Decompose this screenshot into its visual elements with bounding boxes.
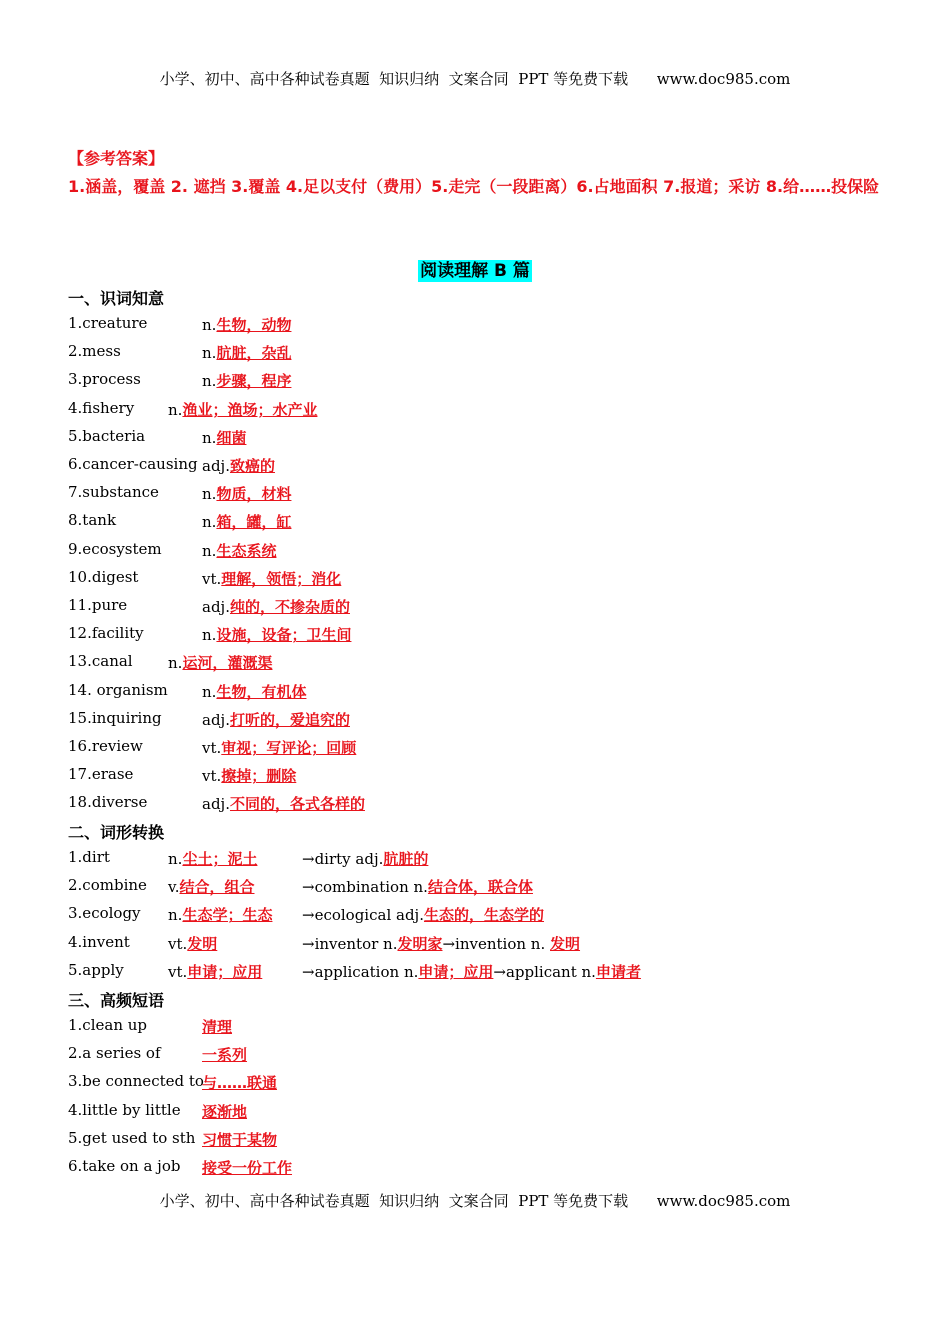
vocab-word: 6.cancer-causing: [68, 455, 198, 473]
vocab-meaning: 理解，领悟；消化: [221, 569, 342, 588]
part3-heading: 三、高频短语: [68, 991, 165, 1010]
vocab-meaning: 肮脏，杂乱: [216, 344, 292, 363]
vocab-pos: n.: [168, 400, 183, 419]
vocab-meaning: 细菌: [216, 428, 247, 447]
part1-heading: 一、识词知意: [68, 289, 165, 308]
derived-forms: [302, 904, 544, 925]
vocab-meaning: 运河，灌溉渠: [182, 654, 273, 673]
derived-word-1: →dirty adj.: [302, 850, 384, 868]
vocab-pos-meaning: [168, 399, 317, 420]
page-header: 小学、初中、高中各种试卷真题 知识归纳 文案合同 PPT 等免费下载 www.doc985.com: [159, 70, 791, 88]
vocab-pos: n.: [202, 344, 217, 363]
section-title: 阅读理解 B 篇: [420, 261, 530, 281]
base-pos: vt.: [168, 934, 188, 953]
derived-meaning-2: 申请者: [595, 962, 641, 981]
vocab-meaning: 致癌的: [229, 457, 275, 475]
vocab-pos-meaning: [202, 568, 341, 589]
vocab-meaning: 擦掉；删除: [221, 767, 297, 786]
base-pos: v.: [168, 878, 180, 897]
vocab-pos-meaning: [202, 681, 306, 702]
derived-meaning-1: 生态的，生态学的: [423, 906, 544, 925]
vocab-word: 1.creature: [68, 314, 148, 332]
vocab-meaning: 物质，材料: [216, 485, 292, 504]
vocab-meaning: 生物，有机体: [216, 682, 307, 701]
vocab-pos: adj.: [202, 710, 230, 729]
vocab-pos: adj.: [202, 457, 230, 475]
base-meaning: 生态学；生态: [182, 906, 273, 925]
vocab-word: 2.mess: [68, 342, 121, 361]
derived-word-1: →combination n.: [302, 878, 428, 897]
phrase-meaning: 逐渐地: [202, 1102, 248, 1121]
derived-word-1: →application n.: [302, 962, 419, 981]
vocab-pos-meaning: [202, 370, 291, 391]
vocab-pos: vt.: [202, 739, 222, 757]
base-word: 4.invent: [68, 932, 130, 951]
derived-meaning-1: 结合体，联合体: [427, 878, 533, 897]
derived-word-1: →inventor n.: [302, 934, 398, 953]
derived-meaning-2: 发明: [550, 934, 581, 953]
vocab-pos-meaning: [202, 314, 291, 335]
vocab-word: 13.canal: [68, 652, 133, 671]
vocab-meaning: 设施，设备；卫生间: [216, 626, 352, 645]
phrase-meaning: 与……联通: [202, 1074, 278, 1093]
vocab-pos: n.: [202, 372, 217, 391]
vocab-word: 10.digest: [68, 567, 139, 586]
base-pos: vt.: [168, 962, 188, 981]
vocab-meaning: 打听的，爱追究的: [229, 710, 350, 729]
vocab-pos-meaning: [202, 596, 350, 617]
phrase-text: 5.get used to sth: [68, 1128, 196, 1147]
base-pos-meaning: [168, 876, 254, 897]
vocab-pos: n.: [202, 513, 217, 532]
base-pos-meaning: [168, 933, 217, 954]
vocab-pos: vt.: [202, 569, 222, 588]
vocab-word: 3.process: [68, 370, 141, 389]
vocab-pos: n.: [168, 654, 183, 673]
vocab-pos-meaning: [202, 511, 291, 532]
derived-forms: [302, 961, 641, 982]
phrase-meaning: 接受一份工作: [202, 1159, 293, 1177]
vocab-pos-meaning: [202, 709, 350, 730]
base-pos-meaning: [168, 848, 257, 869]
vocab-meaning: 步骤，程序: [216, 372, 292, 391]
vocab-word: 15.inquiring: [68, 708, 162, 727]
base-pos: n.: [168, 850, 183, 868]
vocab-pos: adj.: [202, 795, 230, 814]
base-pos-meaning: [168, 904, 272, 925]
base-word: 5.apply: [68, 960, 124, 979]
derived-word-2: →applicant n.: [493, 962, 596, 981]
base-meaning: 尘土；泥土: [182, 850, 258, 868]
vocab-meaning: 审视；写评论；回顾: [221, 739, 357, 757]
base-word: 3.ecology: [68, 904, 141, 923]
vocab-pos-meaning: [202, 342, 291, 363]
derived-word-1: →ecological adj.: [302, 906, 424, 925]
vocab-meaning: 生物，动物: [216, 316, 292, 334]
vocab-pos-meaning: [202, 483, 291, 504]
vocab-pos: n.: [202, 485, 217, 504]
base-word: 1.dirt: [68, 848, 110, 866]
derived-meaning-1: 肮脏的: [383, 850, 429, 868]
derived-forms: [302, 933, 580, 954]
base-meaning: 结合，组合: [179, 878, 255, 897]
vocab-pos-meaning: [202, 624, 351, 645]
vocab-pos-meaning: [202, 455, 275, 476]
vocab-pos-meaning: [202, 765, 296, 786]
vocab-word: 18.diverse: [68, 793, 148, 812]
vocab-word: 4.fishery: [68, 398, 135, 417]
vocab-meaning: 箱，罐，缸: [216, 513, 292, 532]
phrase-text: 2.a series of: [68, 1044, 161, 1063]
vocab-pos: n.: [202, 682, 217, 701]
derived-forms: [302, 848, 428, 869]
derived-forms: [302, 876, 533, 897]
phrase-text: 1.clean up: [68, 1016, 148, 1034]
vocab-pos-meaning: [202, 793, 365, 814]
reference-answer-title: 【参考答案】: [68, 149, 165, 168]
base-word: 2.combine: [68, 876, 147, 895]
vocab-pos: n.: [202, 428, 217, 447]
phrase-meaning: 清理: [202, 1018, 233, 1036]
phrase-meaning: 习惯于某物: [202, 1130, 278, 1149]
vocab-word: 14. organism: [68, 680, 168, 699]
vocab-pos: vt.: [202, 767, 222, 786]
vocab-word: 8.tank: [68, 511, 117, 530]
vocab-word: 17.erase: [68, 765, 134, 784]
phrase-meaning: 一系列: [202, 1046, 248, 1065]
page-footer: 小学、初中、高中各种试卷真题 知识归纳 文案合同 PPT 等免费下载 www.doc985.com: [159, 1192, 791, 1210]
vocab-pos: n.: [202, 626, 217, 645]
vocab-meaning: 渔业；渔场；水产业: [182, 400, 318, 419]
vocab-pos: adj.: [202, 598, 230, 616]
derived-word-2: →invention n.: [442, 934, 551, 953]
vocab-word: 11.pure: [68, 596, 128, 614]
vocab-meaning: 不同的，各式各样的: [229, 795, 365, 814]
phrase-text: 6.take on a job: [68, 1157, 181, 1175]
vocab-pos: n.: [202, 316, 217, 334]
phrase-text: 3.be connected to: [68, 1072, 204, 1091]
vocab-meaning: 纯的，不掺杂质的: [229, 598, 350, 616]
base-meaning: 申请；应用: [187, 962, 263, 981]
vocab-word: 12.facility: [68, 624, 144, 643]
phrase-text: 4.little by little: [68, 1100, 181, 1119]
part2-heading: 二、词形转换: [68, 823, 165, 842]
vocab-pos-meaning: [202, 540, 276, 561]
base-meaning: 发明: [187, 934, 218, 953]
vocab-meaning: 生态系统: [216, 541, 277, 560]
derived-meaning-1: 发明家: [397, 934, 443, 953]
base-pos: n.: [168, 906, 183, 925]
vocab-word: 16.review: [68, 737, 143, 755]
vocab-word: 5.bacteria: [68, 426, 146, 445]
vocab-pos-meaning: [202, 427, 246, 448]
vocab-pos: n.: [202, 541, 217, 560]
vocab-pos-meaning: [168, 652, 272, 673]
vocab-word: 9.ecosystem: [68, 539, 162, 558]
derived-meaning-1: 申请；应用: [418, 962, 494, 981]
reference-answers: 1.涵盖，覆盖 2. 遮挡 3.覆盖 4.足以支付（费用）5.走完（一段距离）6.占地面积 7.报道；采访 8.给……投保险: [68, 177, 880, 196]
base-pos-meaning: [168, 961, 262, 982]
vocab-pos-meaning: [202, 737, 356, 758]
vocab-word: 7.substance: [68, 483, 159, 502]
